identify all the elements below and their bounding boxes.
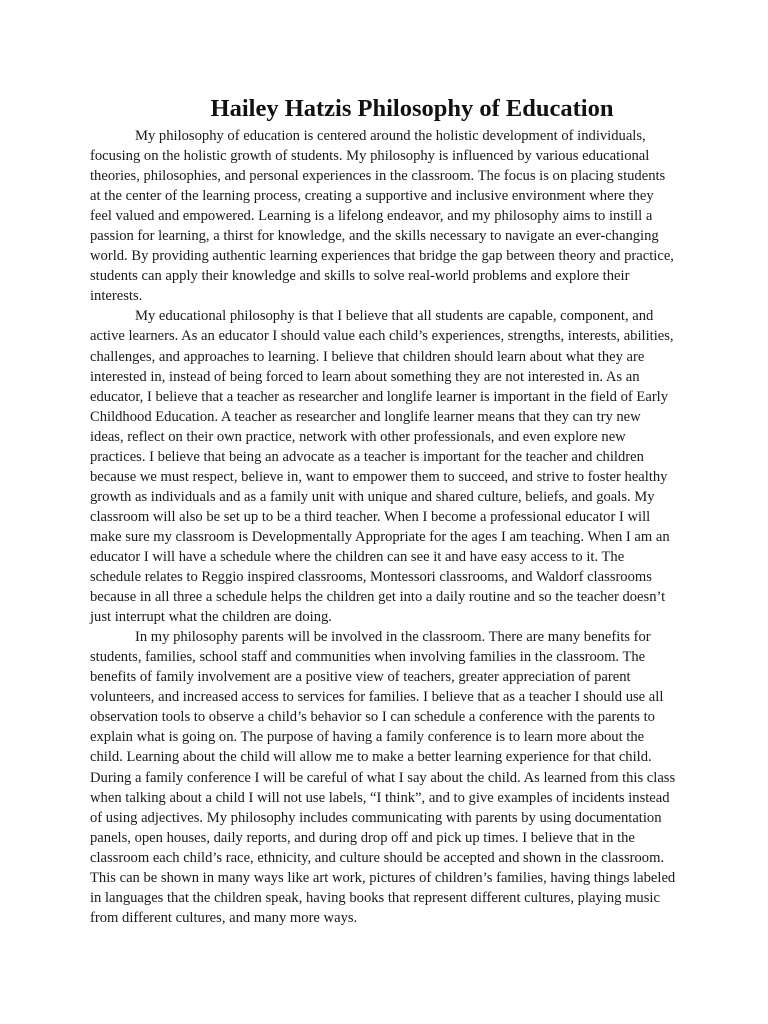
paragraph-1: My philosophy of education is centered around the holistic development of individuals, focusing on the holistic growth of students. My philosophy is influenced by various educational theories, philosophies, and personal experiences in the classroom. The focus is on placing students at the center of the learning process, creating a supportive and inclusive environment where they feel valued and empowered. Learning is a lifelong endeavor, and my philosophy aims to instill a passion for learning, a thirst for knowledge, and the skills necessary to navigate an ever-changing world. By providing authentic learning experiences that bridge the gap between theory and practice, students can apply their knowledge and skills to solve real-world problems and explore their interests. [90, 128, 674, 305]
paragraph-3: In my philosophy parents will be involved in the classroom. There are many benefits for students, families, school staff and communities when involving families in the classroom. The benefits of family involvement are a positive view of teachers, greater appreciation of parent volunteers, and increased access to services for families. I believe that as a teacher I should use all observation tools to observe a child’s behavior so I can schedule a conference with the parents to explain what is going on. The purpose of having a family conference is to learn more about the child. Learning about the child will allow me to make a better learning experience for that child. During a family conference I will be careful of what I say about the child. As learned from this class when talking about a child I will not use labels, “I think”, and to give examples of incidents instead of using adjectives. My philosophy includes communicating with parents by using documentation panels, open houses, daily reports, and during drop off and pick up times. I believe that in the classroom each child’s race, ethnicity, and culture should be accepted and shown in the classroom. This can be shown in many ways like art work, pictures of children’s families, having things labeled in languages that the children speak, having books that represent different cultures, playing music from different cultures, and many more ways. [90, 629, 676, 926]
paragraph-2: My educational philosophy is that I believe that all students are capable, component, and active learners. As an educator I should value each child’s experiences, strengths, interests, abilities, challenges, and approaches to learning. I believe that children should learn about what they are interested in, instead of being forced to learn about something they are not interested in. As an educator, I believe that a teacher as researcher and longlife learner is important in the field of Early Childhood Education. A teacher as researcher and longlife learner means that they can try new ideas, reflect on their own practice, network with other professionals, and even explore new practices. I believe that being an advocate as a teacher is important for the teacher and children because we must respect, believe in, want to empower them to succeed, and strive to foster healthy growth as individuals and as a family unit with unique and shared culture, beliefs, and goals. My classroom will also be set up to be a third teacher. When I become a professional educator I will make sure my classroom is Developmentally Appropriate for the ages I am teaching. When I am an educator I will have a schedule where the children can see it and have easy access to it. The schedule relates to Reggio inspired classrooms, Montessori classrooms, and Waldorf classrooms because in all three a schedule helps the children get into a daily routine and so the teacher doesn’t just interrupt what the children are doing. [90, 308, 674, 626]
document-body [90, 126, 676, 928]
document-title: Hailey Hatzis Philosophy of Education [210, 95, 614, 122]
